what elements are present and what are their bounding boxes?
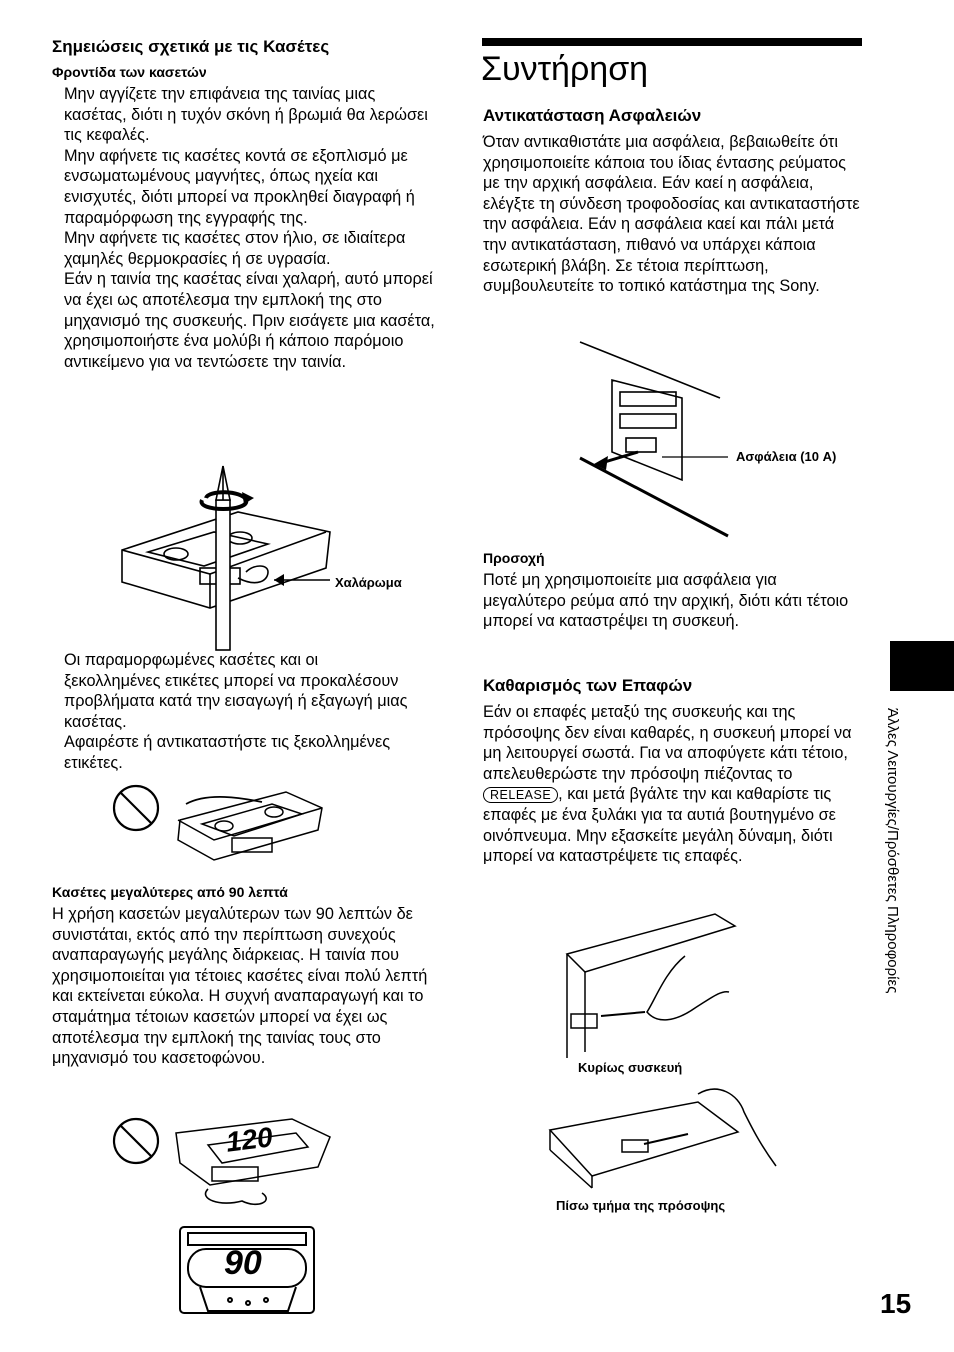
- clean-text-part1: Εάν οι επαφές μεταξύ της συσκευής και της πρόσοψης δεν είναι καθαρές, η συσκευή μπορεί να μη λειτουργεί σωστά. Για να αποφύγετε κάτι τέτοιο, απελευθερώστε την πρόσοψη πιέζοντας το: [483, 703, 852, 783]
- slack-label: Χαλάρωμα: [335, 575, 402, 590]
- care-paragraph: Μην αγγίζετε την επιφάνεια της ταινίας μιας κασέτας, διότι η τυχόν σκόνη ή βρωμιά θα λερώσει τις κεφαλές.: [64, 85, 428, 145]
- clean-paragraph: [483, 702, 861, 867]
- fuse-paragraph: Όταν αντικαθιστάτε μια ασφάλεια, βεβαιωθείτε ότι χρησιμοποιείτε κάποια του ίδιας έντασης ρεύματος με την αρχική ασφάλεια. Εάν καεί η ασφάλεια, ελέγξτε τη σύνδεση τροφοδοσίας και αντικαταστήστε την ασφάλεια. Εάν η ασφάλεια καεί και πάλι μετά την αντικατάσταση, πιθανό να υπάρχει κάποια εσωτερική βλάβη. Σε τέτοια περίπτωση, συμβουλευτείτε το τοπικό κατάστημα της Sony.: [483, 133, 860, 296]
- clean-text-part2: , και μετά βγάλτε την και καθαρίστε τις επαφές με ένα ξυλάκι για τα αυτιά βουτηγμένο σε οινόπνευμα. Μην εξασκείτε μεγάλη δύναμη, διότι μπορεί να καταστρέψετε τις επαφές.: [483, 785, 836, 866]
- care-heading: Φροντίδα των κασετών: [52, 64, 207, 80]
- pencil-tension-illustration: [118, 460, 418, 650]
- section-side-text: Άλλες Λειτουργίες/Πρόσθετες Πληροφορίες: [884, 708, 901, 994]
- cassette-120-number: 120: [224, 1121, 275, 1158]
- fuse-text: [483, 132, 861, 297]
- care-paragraph: Μην αφήνετε τις κασέτες στον ήλιο, σε ιδιαίτερα χαμηλές θερμοκρασίες ή σε υγρασία.: [64, 229, 406, 268]
- long-heading: Κασέτες μεγαλύτερες από 90 λεπτά: [52, 884, 288, 900]
- long-text: [52, 904, 437, 1069]
- caution-heading: Προσοχή: [483, 550, 545, 566]
- title-bar: [482, 38, 862, 46]
- label-text: [64, 650, 409, 774]
- release-button-icon: RELEASE: [483, 787, 558, 803]
- main-unit-label: Κυρίως συσκευή: [578, 1060, 683, 1075]
- fuse-label: Ασφάλεια (10 A): [736, 449, 837, 464]
- clean-heading: Καθαρισμός των Επαφών: [483, 676, 693, 695]
- fuse-illustration: [578, 340, 738, 540]
- page-number: 15: [880, 1288, 912, 1319]
- label-paragraph: Οι παραμορφωμένες κασέτες και οι ξεκολλημένες ετικέτες μπορεί να προκαλέσουν προβλήματα κατά την εισαγωγή ή εξαγωγή μιας κασέτας.: [64, 651, 408, 731]
- caution-text: [483, 570, 861, 632]
- page-title: Συντήρηση: [481, 50, 649, 88]
- clean-text: [483, 702, 861, 867]
- long-paragraph: Η χρήση κασετών μεγαλύτερων των 90 λεπτών δε συνιστάται, εκτός από την περίπτωση συνεχούς αναπαραγωγής μεγάλης διάρκειας. Η ταινία που χρησιμοποιείται για τέτοιες κασέτες είναι πολύ λεπτή και εκτείνεται εύκολα. Η συχνή αναπαραγωγή και το σταμάτημα τέτοιων κασετών μπορεί να έχει ως αποτέλεσμα την εμπλοκή της ταινίας τους στο μηχανισμό του κασετοφώνου.: [52, 905, 428, 1068]
- care-paragraph: Μην αφήνετε τις κασέτες κοντά σε εξοπλισμό με ενσωματωμένους μαγνήτες, όπως ηχεία και ενισχυτές, διότι μπορεί να προκληθεί διαγραφή ή παραμόρφωση της εγγραφής της.: [64, 146, 415, 227]
- fuse-heading: Αντικατάσταση Ασφαλειών: [483, 106, 702, 125]
- peeling-label-illustration: [112, 780, 352, 870]
- front-panel-back-illustration: [548, 1088, 778, 1188]
- label-paragraph: Αφαιρέστε ή αντικαταστήστε τις ξεκολλημένες ετικέτες.: [64, 733, 391, 772]
- caution-paragraph: Ποτέ μη χρησιμοποιείτε μια ασφάλεια για μεγαλύτερο ρεύμα από την αρχική, διότι κάτι τέτοιο μπορεί να καταστρέψει τη συσκευή.: [483, 571, 849, 631]
- notes-heading: Σημειώσεις σχετικά με τις Κασέτες: [52, 37, 330, 56]
- care-paragraph: Εάν η ταινία της κασέτας είναι χαλαρή, αυτό μπορεί να έχει ως αποτέλεσμα την εμπλοκή της στο μηχανισμό της συσκευής. Πριν εισάγετε μια κασέτα, χρησιμοποιήστε ένα μολύβι ή κάποιο παρόμοιο αντικείμενο για να τεντώσετε την ταινία.: [64, 270, 435, 371]
- front-panel-back-label: Πίσω τμήμα της πρόσοψης: [556, 1198, 726, 1213]
- cassette-90-number: 90: [224, 1244, 262, 1282]
- main-unit-cleaning-illustration: [565, 912, 745, 1062]
- care-text: [64, 84, 436, 372]
- section-tab: [890, 641, 954, 691]
